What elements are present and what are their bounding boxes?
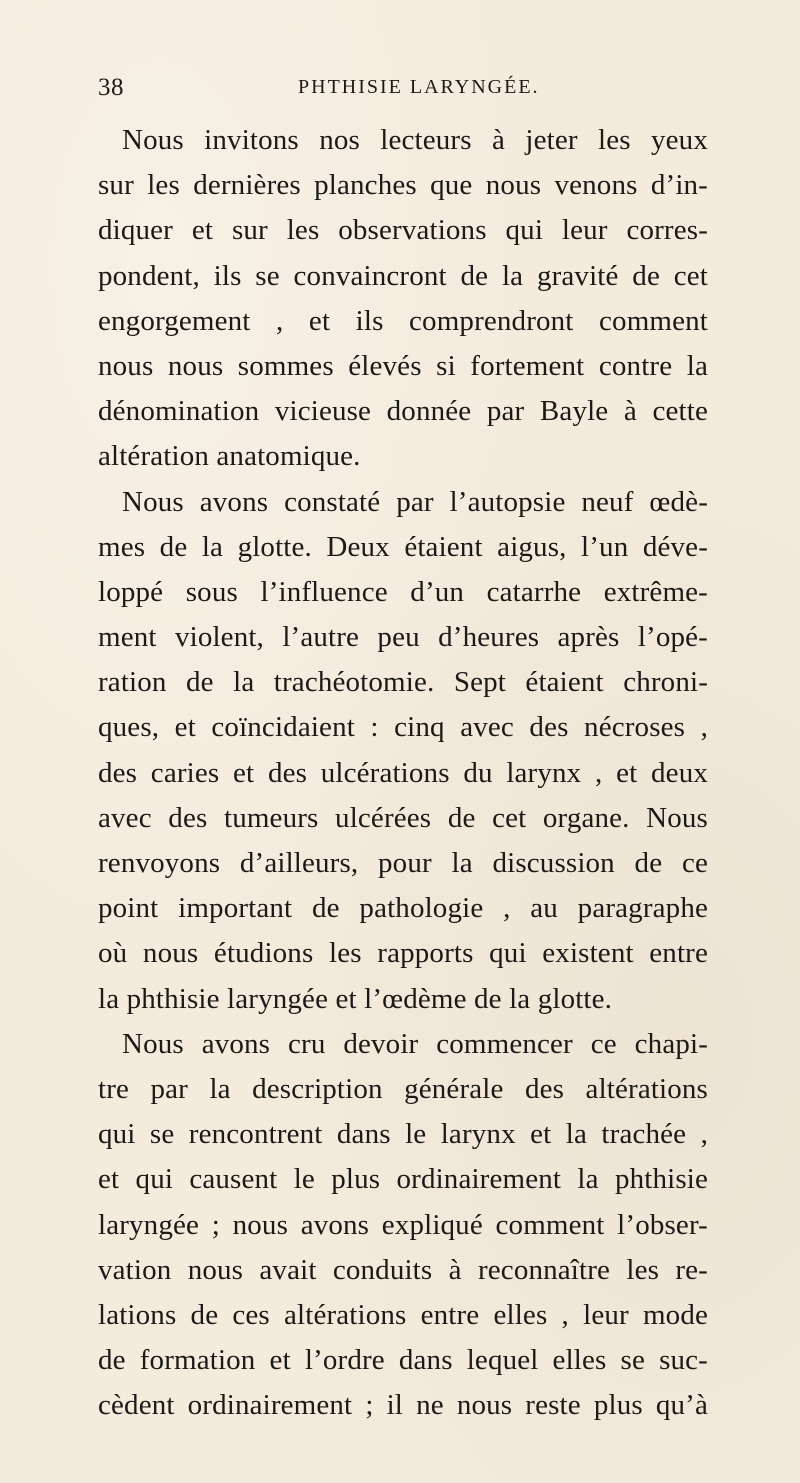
text-line: renvoyons d’ailleurs, pour la discussion de ce xyxy=(98,847,708,879)
text-line: mes de la glotte. Deux étaient aigus, l’un déve- xyxy=(98,530,708,563)
text-line: laryngée ; nous avons expliqué comment l’obser- xyxy=(98,1208,708,1241)
text-line: Nous avons constaté par l’autopsie neuf œdè- xyxy=(122,485,708,518)
text-line: de formation et l’ordre dans lequel elles se suc- xyxy=(98,1344,708,1377)
text-line: Nous invitons nos lecteurs à jeter les yeux xyxy=(122,124,708,156)
text-line: ration de la trachéotomie. Sept étaient chroni- xyxy=(98,666,708,699)
text-line: où nous étudions les rapports qui existent entre xyxy=(98,937,708,970)
text-line: tre par la description générale des altérations xyxy=(98,1072,708,1105)
text-line: et qui causent le plus ordinairement la phthisie xyxy=(98,1163,708,1196)
text-line: loppé sous l’influence d’un catarrhe extrême- xyxy=(98,575,708,608)
text-line: ques, et coïncidaient : cinq avec des nécroses , xyxy=(98,711,708,744)
text-line: avec des tumeurs ulcérées de cet organe. Nous xyxy=(98,801,708,834)
text-line: diquer et sur les observations qui leur corres- xyxy=(98,214,708,247)
paragraph-2 xyxy=(98,480,708,1022)
text-line: dénomination vicieuse donnée par Bayle à cette xyxy=(98,395,708,428)
text-line: altération anatomique. xyxy=(98,440,361,473)
text-line: lations de ces altérations entre elles , leur mode xyxy=(98,1298,708,1331)
text-line: vation nous avait conduits à reconnaître les re- xyxy=(98,1253,708,1286)
text-line: Nous avons cru devoir commencer ce chapi- xyxy=(122,1027,708,1060)
paragraph-1 xyxy=(98,118,708,480)
page-number: 38 xyxy=(98,74,124,101)
text-line: qui se rencontrent dans le larynx et la trachée , xyxy=(98,1118,708,1151)
text-line: ment violent, l’autre peu d’heures après l’opé- xyxy=(98,621,708,654)
text-line: sur les dernières planches que nous venons d’in- xyxy=(98,169,708,202)
page-header xyxy=(98,74,658,114)
text-line: nous nous sommes élevés si fortement contre la xyxy=(98,349,708,382)
text-line: la phthisie laryngée et l’œdème de la glotte. xyxy=(98,982,613,1015)
body-text xyxy=(98,118,708,1428)
text-line: des caries et des ulcérations du larynx , et deux xyxy=(98,756,708,789)
text-line: cèdent ordinairement ; il ne nous reste plus qu’à xyxy=(98,1389,708,1422)
running-title: PHTHISIE LARYNGÉE. xyxy=(298,76,540,98)
text-line: pondent, ils se convaincront de la gravité de cet xyxy=(98,259,708,292)
text-line: point important de pathologie , au paragraphe xyxy=(98,892,708,925)
paragraph-3 xyxy=(98,1022,708,1429)
text-line: engorgement , et ils comprendront comment xyxy=(98,304,708,337)
